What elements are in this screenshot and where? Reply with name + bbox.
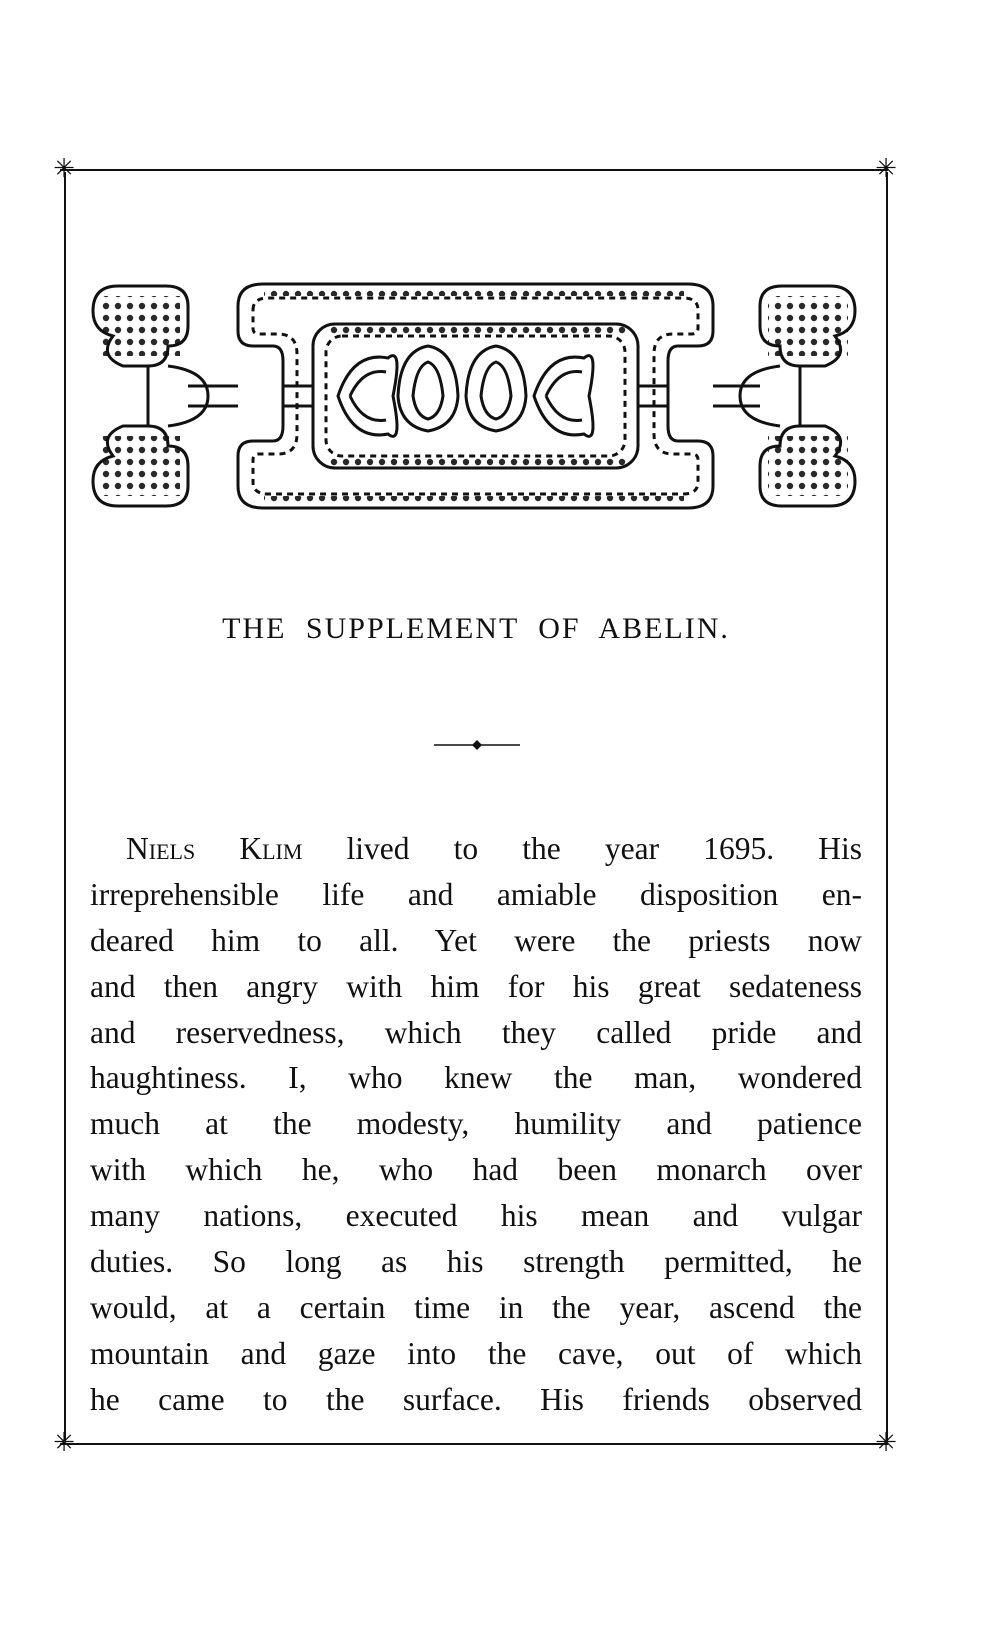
text-line: Niels Klim lived to the year 1695. His — [126, 831, 863, 866]
corner-star-icon: ✳ — [875, 1428, 897, 1458]
header-ornament-icon — [88, 276, 860, 516]
border-top — [60, 169, 888, 171]
body-paragraph — [90, 826, 862, 1423]
page-title: THE SUPPLEMENT OF ABELIN. — [222, 612, 730, 645]
text-line: many nations, executed his mean and vulgar — [90, 1198, 862, 1234]
diamond-divider-icon — [432, 738, 522, 752]
border-left — [64, 172, 66, 1442]
border-right — [886, 172, 888, 1442]
text-line: duties. So long as his strength permitted, he — [90, 1244, 862, 1280]
lead-name: Niels Klim — [126, 831, 303, 866]
border-bottom — [60, 1443, 888, 1445]
text-line: much at the modesty, humility and patience — [90, 1106, 862, 1142]
text-line: irreprehensible life and amiable disposition en- — [90, 876, 862, 912]
text-line: haughtiness. I, who knew the man, wondered — [90, 1060, 862, 1096]
text-line: deared him to all. Yet were the priests now — [90, 922, 862, 958]
text-line: would, at a certain time in the year, ascend the — [90, 1289, 862, 1325]
text-line: he came to the surface. His friends observed — [90, 1381, 862, 1417]
text-line: mountain and gaze into the cave, out of which — [90, 1335, 862, 1371]
text-line: and reservedness, which they called pride and — [90, 1014, 862, 1050]
corner-star-icon: ✳ — [875, 154, 897, 184]
text-line: with which he, who had been monarch over — [90, 1152, 862, 1188]
corner-star-icon: ✳ — [53, 1428, 75, 1458]
text-line: and then angry with him for his great sedateness — [90, 968, 862, 1004]
corner-star-icon: ✳ — [53, 154, 75, 184]
